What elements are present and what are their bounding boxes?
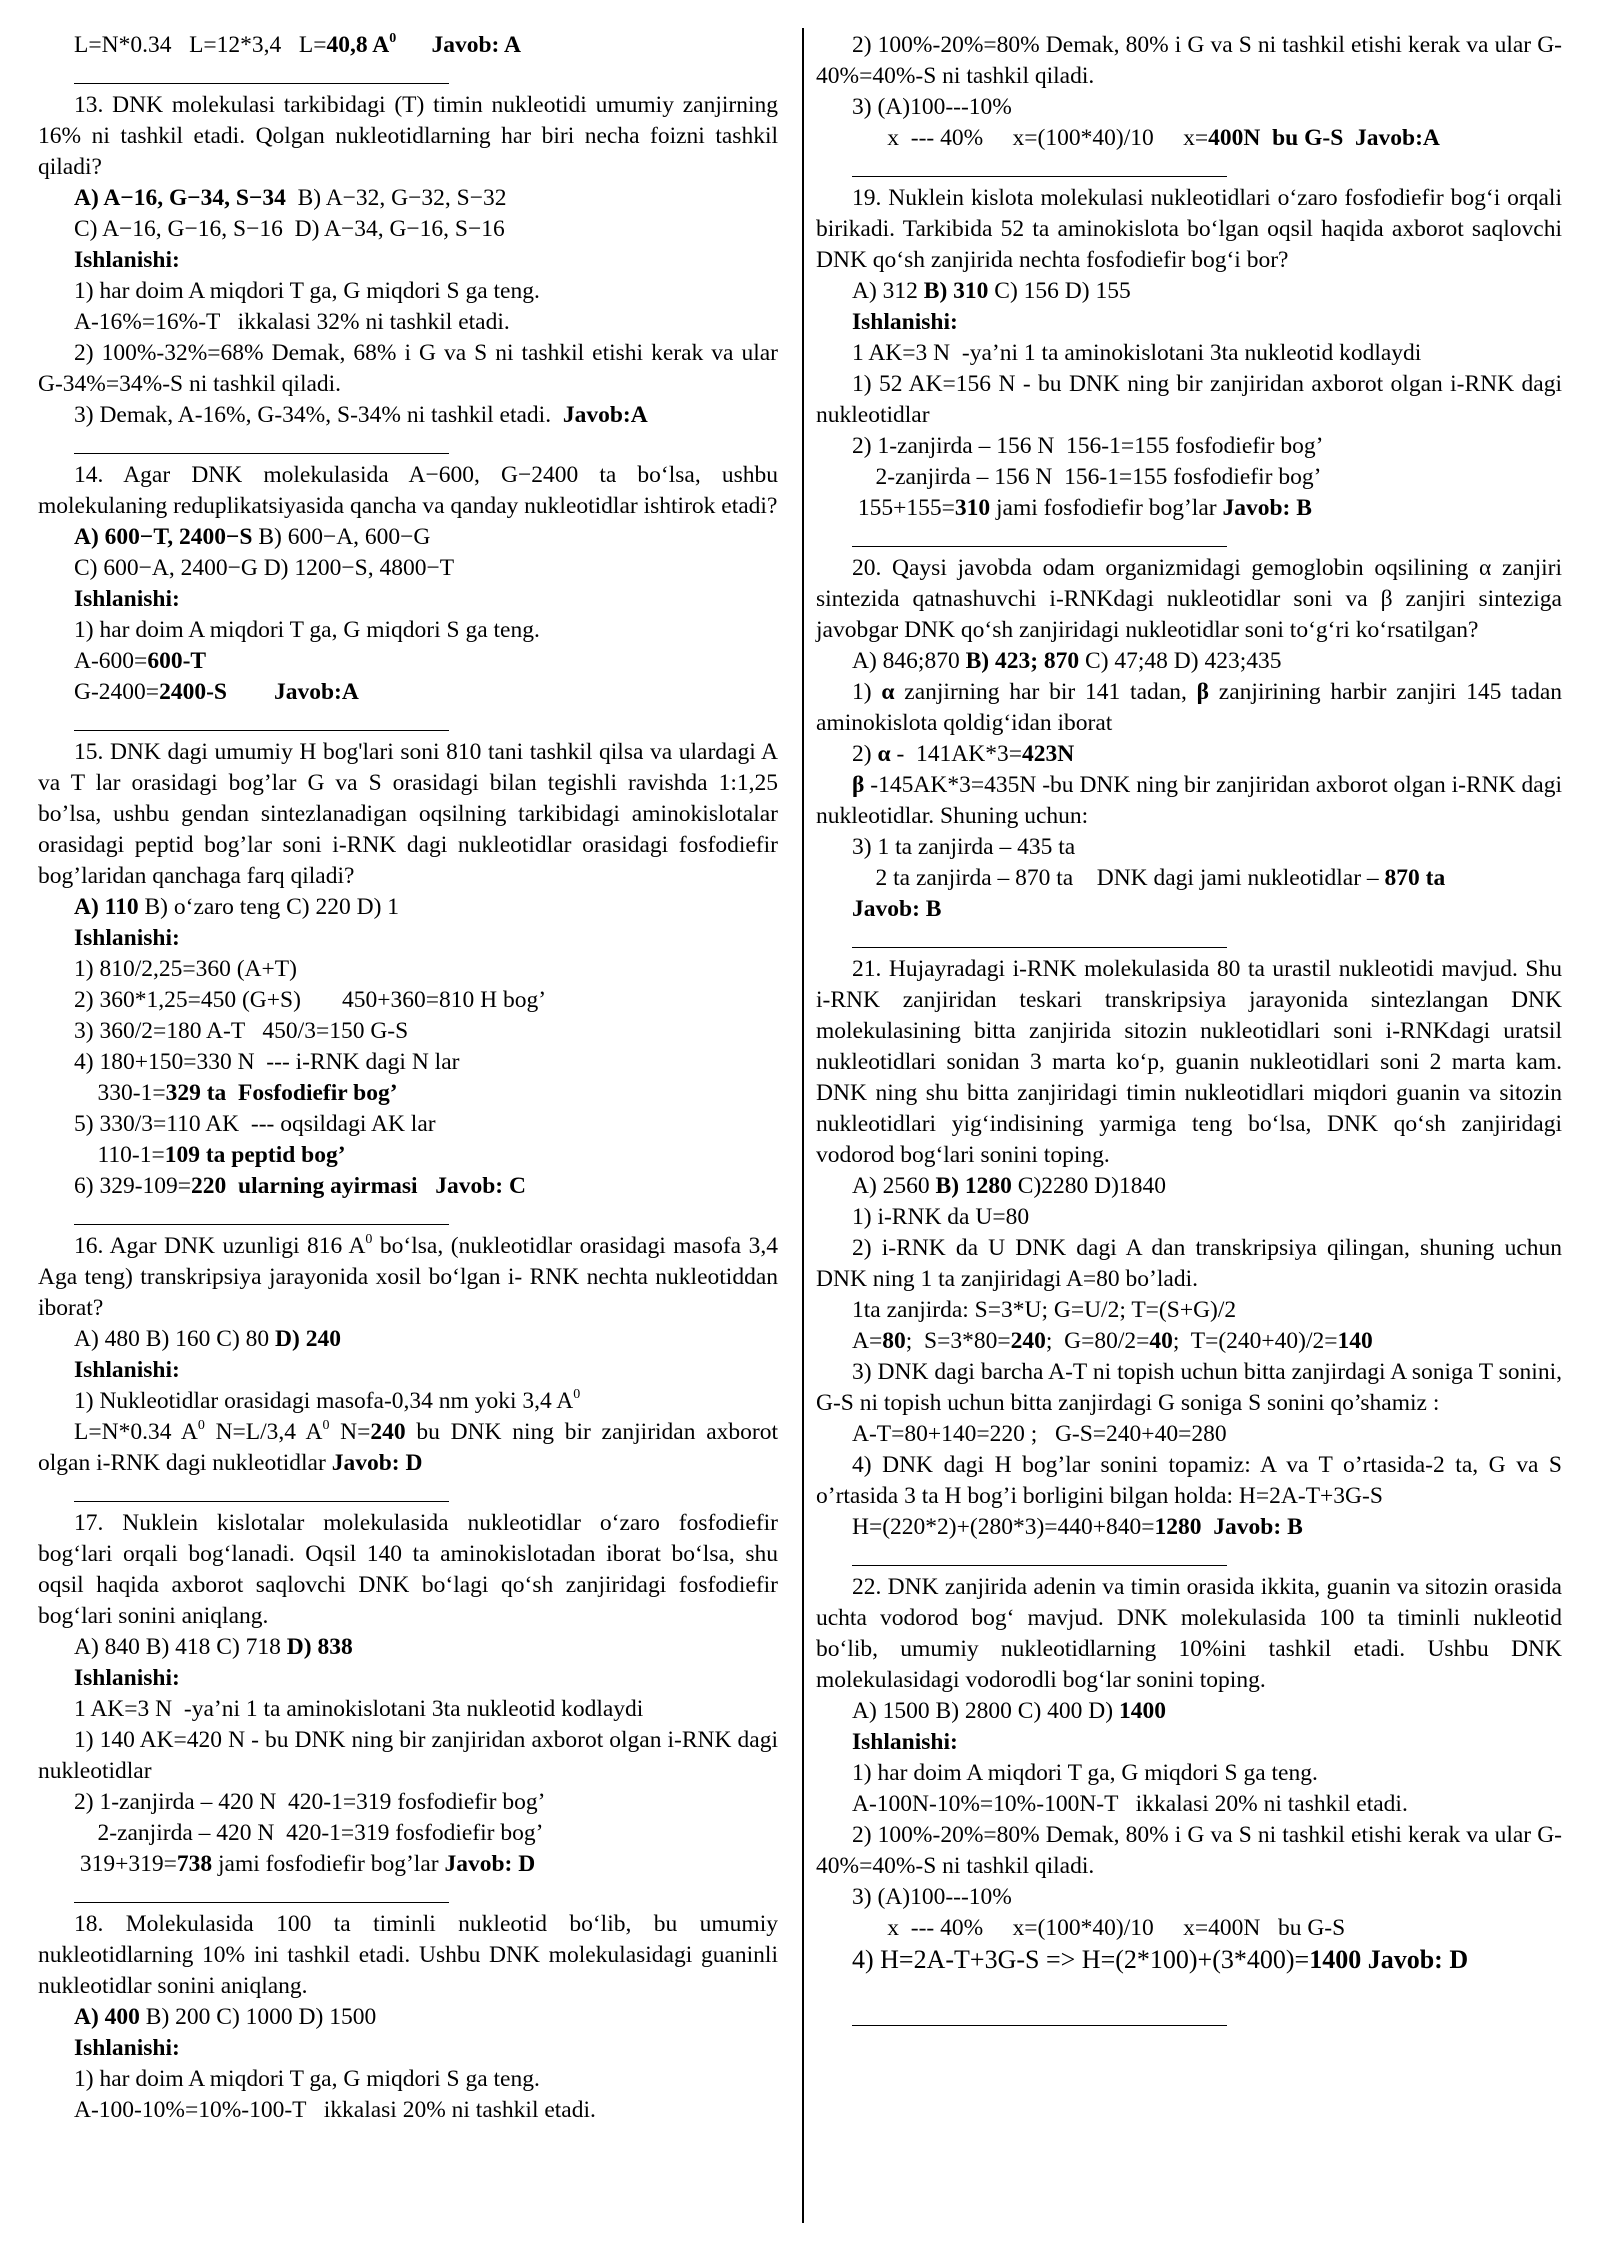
separator-line [852,2025,1227,2026]
solution-step: A-600=600-T [74,648,207,674]
solution-step: 2) 1-zanjirda – 156 N 156-1=155 fosfodiefir bog’ [852,433,1324,459]
solution-step: 4) 180+150=330 N --- i-RNK dagi N lar [74,1049,460,1075]
question-20: 20. Qaysi javobda odam organizmidagi gemoglobin oqsilining α zanjiri sintezida qatnashuvchi i-RNKdagi nukleotidlar soni va β zanjiri sinteziga javobgar DNK qo‘sh zanjiridagi nukleotidlar soni to‘g‘ri ko‘rsatilgan? [816,555,1562,643]
question-14: 14. Agar DNK molekulasida A−600, G−2400 ta bo‘lsa, ushbu molekulaning reduplikatsiyasida qancha va qanday nukleotidlar ishtirok etadi? [38,462,778,519]
solution-step: 3) (A)100---10% [852,94,1012,120]
solution-step: x --- 40% x=(100*40)/10 x=400N bu G-S Javob:A [852,125,1440,151]
separator-line [74,453,449,454]
solution-step: 2) 100%-20%=80% Demak, 80% i G va S ni tashkil etishi kerak va ular G-40%=40%-S ni tashkil qiladi. [816,32,1562,89]
separator-line [74,1501,449,1502]
solution-heading: Ishlanishi: [74,925,180,951]
solution-heading: Ishlanishi: [852,309,958,335]
solution-step: 3) 360/2=180 A-T 450/3=150 G-S [74,1018,409,1044]
solution-step: 1) har doim A miqdori T ga, G miqdori S ga teng. [74,617,540,643]
separator-line [74,730,449,731]
solution-step: 1 AK=3 N -ya’ni 1 ta aminokislotani 3ta nukleotid kodlaydi [74,1696,644,1722]
solution-step: A-100N-10%=10%-100N-T ikkalasi 20% ni tashkil etadi. [852,1791,1408,1817]
solution-step: G-2400=2400-S Javob:A [74,679,359,705]
q20-options: A) 846;870 B) 423; 870 C) 47;48 D) 423;435 [852,648,1282,674]
solution-step: 1) har doim A miqdori T ga, G miqdori S ga teng. [852,1760,1318,1786]
solution-step: 110-1=109 ta peptid bog’ [74,1142,346,1168]
column-divider [802,28,804,2223]
separator-line [852,176,1227,177]
solution-step: 1) α zanjirning har bir 141 tadan, β zanjirining harbir zanjiri 145 tadan aminokislota qoldig‘idan iborat [816,679,1563,736]
solution-step: 3) DNK dagi barcha A-T ni topish uchun bitta zanjirdagi A soniga T sonini, G-S ni topish uchun bitta zanjirdagi G soniga S sonini qo’shamiz : [816,1359,1562,1416]
solution-step: 1) 140 AK=420 N - bu DNK ning bir zanjiridan axborot olgan i-RNK dagi nukleotidlar [38,1727,778,1784]
question-22: 22. DNK zanjirida adenin va timin orasida ikkita, guanin va sitozin orasida uchta vodorod bog‘ mavjud. DNK molekulasida 100 ta timinli nukleotid bo‘lib, umumiy nukleotidlarning 10%ini tashkil etadi. Ushbu DNK molekulasidagi vodorodli bog‘lar sonini toping. [816,1574,1562,1693]
solution-step: A=80; S=3*80=240; G=80/2=40; T=(240+40)/2=140 [852,1328,1373,1354]
solution-step: 2) 100%-20%=80% Demak, 80% i G va S ni tashkil etishi kerak va ular G-40%=40%-S ni tashkil qiladi. [816,1822,1562,1879]
q19-options: A) 312 B) 310 C) 156 D) 155 [852,278,1131,304]
q17-options: A) 840 B) 418 C) 718 D) 838 [74,1634,353,1660]
solution-step: 1 AK=3 N -ya’ni 1 ta aminokislotani 3ta nukleotid kodlaydi [852,340,1422,366]
question-19: 19. Nuklein kislota molekulasi nukleotidlari o‘zaro fosfodiefir bog‘i orqali birikadi. Tarkibida 52 ta aminokislota bo‘lgan oqsil haqida axborot saqlovchi DNK qo‘sh zanjirida nechta fosfodiefir bog‘i bor? [816,185,1562,273]
solution-step: 2) 100%-32%=68% Demak, 68% i G va S ni tashkil etishi kerak va ular G-34%=34%-S ni tashkil qiladi. [38,340,778,397]
question-15: 15. DNK dagi umumiy H bog'lari soni 810 tani tashkil qilsa va ulardagi A va T lar orasidagi bog’lar G va S orasidagi bilan tegishli ravishda 1:1,25 bo’lsa, ushbu gendan sintezlanadigan oqsilning tarkibidagi aminokislotalar orasidagi peptid bog’lar soni i-RNK dagi nukleotidlar orasidagi fosfodiefir bog’laridan qanchaga farq qiladi? [38,739,778,889]
q13-options: A) A−16, G−34, S−34 B) A−32, G−32, S−32 [74,185,507,211]
separator-line [852,546,1227,547]
solution-step: 1) Nukleotidlar orasidagi masofa-0,34 nm yoki 3,4 $A^0$ [74,1387,581,1414]
solution-step: 2) 1-zanjirda – 420 N 420-1=319 fosfodiefir bog’ [74,1789,546,1815]
separator-line [852,1565,1227,1566]
separator-line [74,1224,449,1225]
separator-line [74,83,449,84]
solution-step: 3) Demak, A-16%, G-34%, S-34% ni tashkil etadi. Javob:A [74,402,648,428]
right-column [816,30,1562,2032]
q14-options: C) 600−A, 2400−G D) 1200−S, 4800−T [74,555,455,581]
solution-step: 4) DNK dagi H bog’lar sonini topamiz: A va T o’rtasida-2 ta, G va S o’rtasida 3 ta H bog’i borligini bilgan holda: H=2A-T+3G-S [816,1452,1562,1509]
solution-step: 1) har doim A miqdori T ga, G miqdori S ga teng. [74,2066,540,2092]
q14-options: A) 600−T, 2400−S B) 600−A, 600−G [74,524,431,550]
q15-options: A) 110 B) o‘zaro teng C) 220 D) 1 [74,894,400,920]
solution-step: L=N*0.34 $A^0$ N=L/3,4 $A^0$ N=240 bu DNK ning bir zanjiridan axborot olgan i-RNK dagi nukleotidlar Javob: D [38,1418,778,1476]
solution-step: 2) i-RNK da U DNK dagi A dan transkripsiya qilingan, shuning uchun DNK ning 1 ta zanjiridagi A=80 bo’ladi. [816,1235,1562,1292]
question-21: 21. Hujayradagi i-RNK molekulasida 80 ta urastil nukleotidi mavjud. Shu i-RNK zanjiridan teskari transkripsiya jarayonida sintezlangan DNK molekulasining bitta zanjirida sitozin nukleotidlari soni i-RNKdagi uratsil nukleotidlari sonidan 3 marta ko‘p, guanin nukleotidlari soni 2 marta kam. DNK ning shu bitta zanjiridagi timin nukleotidlari miqdori guanin va sitozin nukleotidlari yig‘indisining yarmiga teng bo‘lsa, DNK qo‘sh zanjiridagi vodorod bog‘lari sonini toping. [816,956,1562,1168]
answer-line-12: L=N*0.34 L=12*3,4 L=40,8 $A^0$ Javob: A [74,31,521,58]
q13-options: C) A−16, G−16, S−16 D) A−34, G−16, S−16 [74,216,505,242]
question-13: 13. DNK molekulasi tarkibidagi (T) timin nukleotidi umumiy zanjirning 16% ni tashkil etadi. Qolgan nukleotidlarning har biri necha foizni tashkil qiladi? [38,92,778,180]
solution-step: H=(220*2)+(280*3)=440+840=1280 Javob: B [852,1514,1303,1540]
solution-step: 1) 52 AK=156 N - bu DNK ning bir zanjiridan axborot olgan i-RNK dagi nukleotidlar [816,371,1562,428]
question-17: 17. Nuklein kislotalar molekulasida nukleotidlar o‘zaro fosfodiefir bog‘lari orqali bog‘lanadi. Oqsil 140 ta aminokislotadan iborat bo‘lsa, shu oqsil haqida axborot saqlovchi DNK bo‘lagi qo‘sh zanjiridagi fosfodiefir bog‘lari sonini aniqlang. [38,1510,778,1629]
solution-step: 2-zanjirda – 420 N 420-1=319 fosfodiefir bog’ [74,1820,544,1846]
left-column [38,30,778,2126]
question-18: 18. Molekulasida 100 ta timinli nukleotid bo‘lib, bu umumiy nukleotidlarning 10% ini tashkil etadi. Ushbu DNK molekulasidagi guaninli nukleotidlar sonini aniqlang. [38,1911,778,1999]
solution-step: 319+319=738 jami fosfodiefir bog’lar Javob: D [74,1851,536,1877]
solution-step: 2) α - 141AK*3=423N [852,741,1075,767]
solution-step: β -145AK*3=435N -bu DNK ning bir zanjiridan axborot olgan i-RNK dagi nukleotidlar. Shuning uchun: [816,772,1562,829]
solution-step: 6) 329-109=220 ularning ayirmasi Javob: C [74,1173,526,1199]
solution-step: 2 ta zanjirda – 870 ta DNK dagi jami nukleotidlar – 870 ta [852,865,1446,891]
solution-step: 5) 330/3=110 AK --- oqsildagi AK lar [74,1111,436,1137]
solution-step: 1) 810/2,25=360 (A+T) [74,956,297,982]
solution-step: A-100-10%=10%-100-T ikkalasi 20% ni tashkil etadi. [74,2097,596,2123]
answer-label: Javob: B [852,896,942,922]
solution-heading: Ishlanishi: [74,586,180,612]
q18-options: A) 400 B) 200 C) 1000 D) 1500 [74,2004,377,2030]
q21-options: A) 2560 B) 1280 C)2280 D)1840 [852,1173,1166,1199]
q16-options: A) 480 B) 160 C) 80 D) 240 [74,1326,341,1352]
solution-heading: Ishlanishi: [74,2035,180,2061]
solution-step: A-16%=16%-T ikkalasi 32% ni tashkil etadi. [74,309,510,335]
solution-step: 155+155=310 jami fosfodiefir bog’lar Javob: B [852,495,1312,521]
solution-step: 330-1=329 ta Fosfodiefir bog’ [74,1080,398,1106]
solution-heading: Ishlanishi: [74,247,180,273]
solution-step: 3) (A)100---10% [852,1884,1012,1910]
solution-step: 2-zanjirda – 156 N 156-1=155 fosfodiefir bog’ [852,464,1322,490]
question-16: 16. Agar DNK uzunligi 816 $A^0$ bo‘lsa, (nukleotidlar orasidagi masofa 3,4 Aga teng) transkripsiya jarayonida xosil bo‘lgan i- RNK nechta nukleotiddan iborat? [38,1232,778,1321]
solution-heading: Ishlanishi: [74,1357,180,1383]
solution-step: 1) har doim A miqdori T ga, G miqdori S ga teng. [74,278,540,304]
solution-step: A-T=80+140=220 ; G-S=240+40=280 [852,1421,1227,1447]
solution-step: 2) 360*1,25=450 (G+S) 450+360=810 H bog’ [74,987,547,1013]
solution-heading: Ishlanishi: [74,1665,180,1691]
solution-step: 1) i-RNK da U=80 [852,1204,1030,1230]
solution-step: x --- 40% x=(100*40)/10 x=400N bu G-S [852,1915,1346,1941]
solution-step: 1ta zanjirda: S=3*U; G=U/2; T=(S+G)/2 [852,1297,1237,1323]
solution-heading: Ishlanishi: [852,1729,958,1755]
solution-step: 4) H=2A-T+3G-S => H=(2*100)+(3*400)=1400 Javob: D [852,1945,1469,1974]
separator-line [852,947,1227,948]
q22-options: A) 1500 B) 2800 C) 400 D) 1400 [852,1698,1166,1724]
separator-line [74,1902,449,1903]
solution-step: 3) 1 ta zanjirda – 435 ta [852,834,1076,860]
